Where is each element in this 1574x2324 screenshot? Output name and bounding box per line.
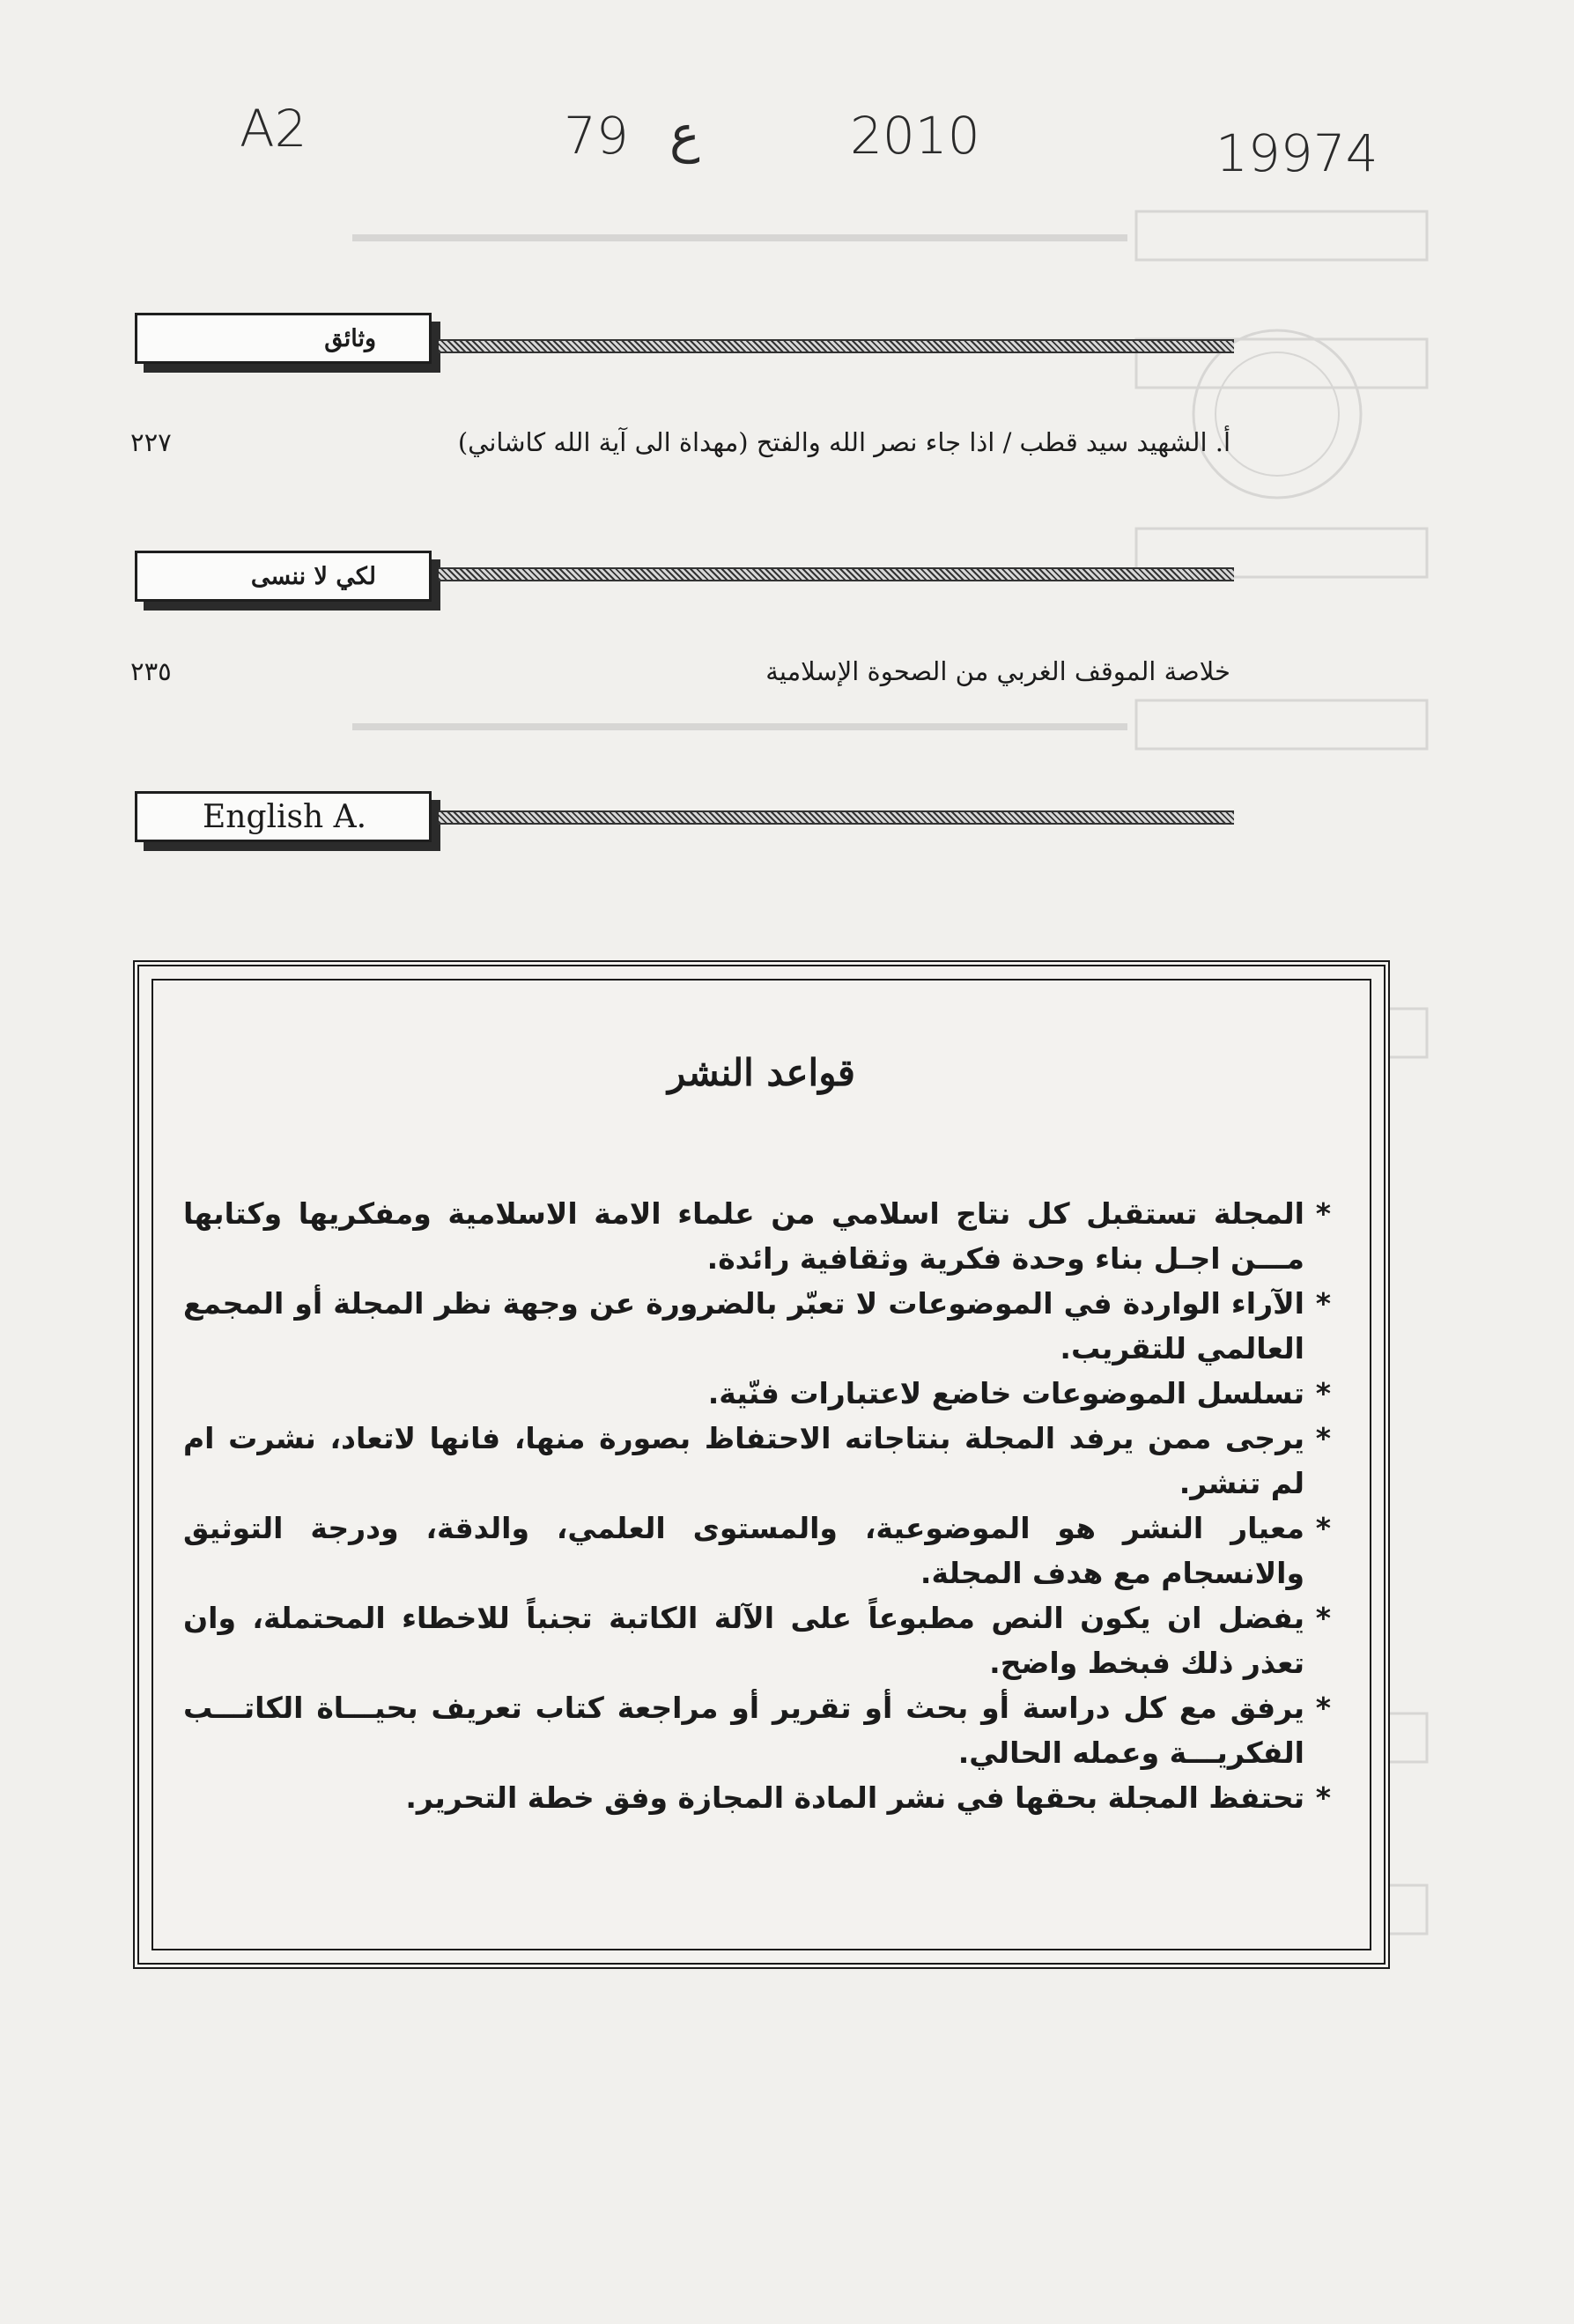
toc-entry-page: ٢٣٥	[130, 656, 172, 686]
rule-item: * معيار النشر هو الموضوعية، والمستوى العلمي، والدقة، ودرجة التوثيق والانسجام مع هدف المجلة.	[183, 1506, 1331, 1595]
handwritten-year: 2010	[850, 106, 980, 166]
toc-entry-page: ٢٢٧	[130, 427, 172, 457]
toc-entry-title[interactable]: أ. الشهيد سيد قطب / اذا جاء نصر الله والفتح (مهداة الى آية الله كاشاني)	[457, 427, 1230, 457]
section-label-documents: وثائق	[135, 313, 432, 364]
rule-item: * تسلسل الموضوعات خاضع لاعتبارات فنّية.	[183, 1371, 1331, 1416]
publishing-rules-title: قواعد النشر	[668, 1051, 855, 1094]
publishing-rules-list	[183, 1191, 1331, 1820]
rule-item: * المجلة تستقبل كل نتاج اسلامي من علماء الامة الاسلامية ومفكريها وكتابها مـــن اجـل بناء وحدة فكرية وثقافية رائدة.	[183, 1191, 1331, 1281]
section-label-lest-we-forget: لكي لا ننسى	[135, 551, 432, 602]
rule-item: * تحتفظ المجلة بحقها في نشر المادة المجازة وفق خطة التحرير.	[183, 1775, 1331, 1820]
handwritten-separator: ع	[669, 104, 700, 164]
handwritten-a2: A2	[240, 99, 307, 159]
section-divider	[439, 339, 1234, 353]
handwritten-issue: 79	[564, 106, 629, 166]
publishing-rules-box	[133, 960, 1390, 1969]
section-divider	[439, 567, 1234, 581]
rule-item: * يفضل ان يكون النص مطبوعاً على الآلة الكاتبة تجنباً للاخطاء المحتملة، وان تعذر ذلك فبخط واضح.	[183, 1595, 1331, 1685]
section-divider	[439, 810, 1234, 825]
section-label-english: English A.	[135, 791, 432, 842]
handwritten-reference: 19974	[1216, 123, 1378, 183]
rule-item: * الآراء الواردة في الموضوعات لا تعبّر بالضرورة عن وجهة نظر المجلة أو المجمع العالمي للتقريب.	[183, 1281, 1331, 1371]
rule-item: * يرجى ممن يرفد المجلة بنتاجاته الاحتفاظ بصورة منها، فانها لاتعاد، نشرت ام لم تنشر.	[183, 1416, 1331, 1506]
rule-item: * يرفق مع كل دراسة أو بحث أو تقرير أو مراجعة كتاب تعريف بحيـــاة الكاتـــب الفكريـــة وعمله الحالي.	[183, 1685, 1331, 1775]
toc-entry-title[interactable]: خلاصة الموقف الغربي من الصحوة الإسلامية	[765, 656, 1230, 686]
